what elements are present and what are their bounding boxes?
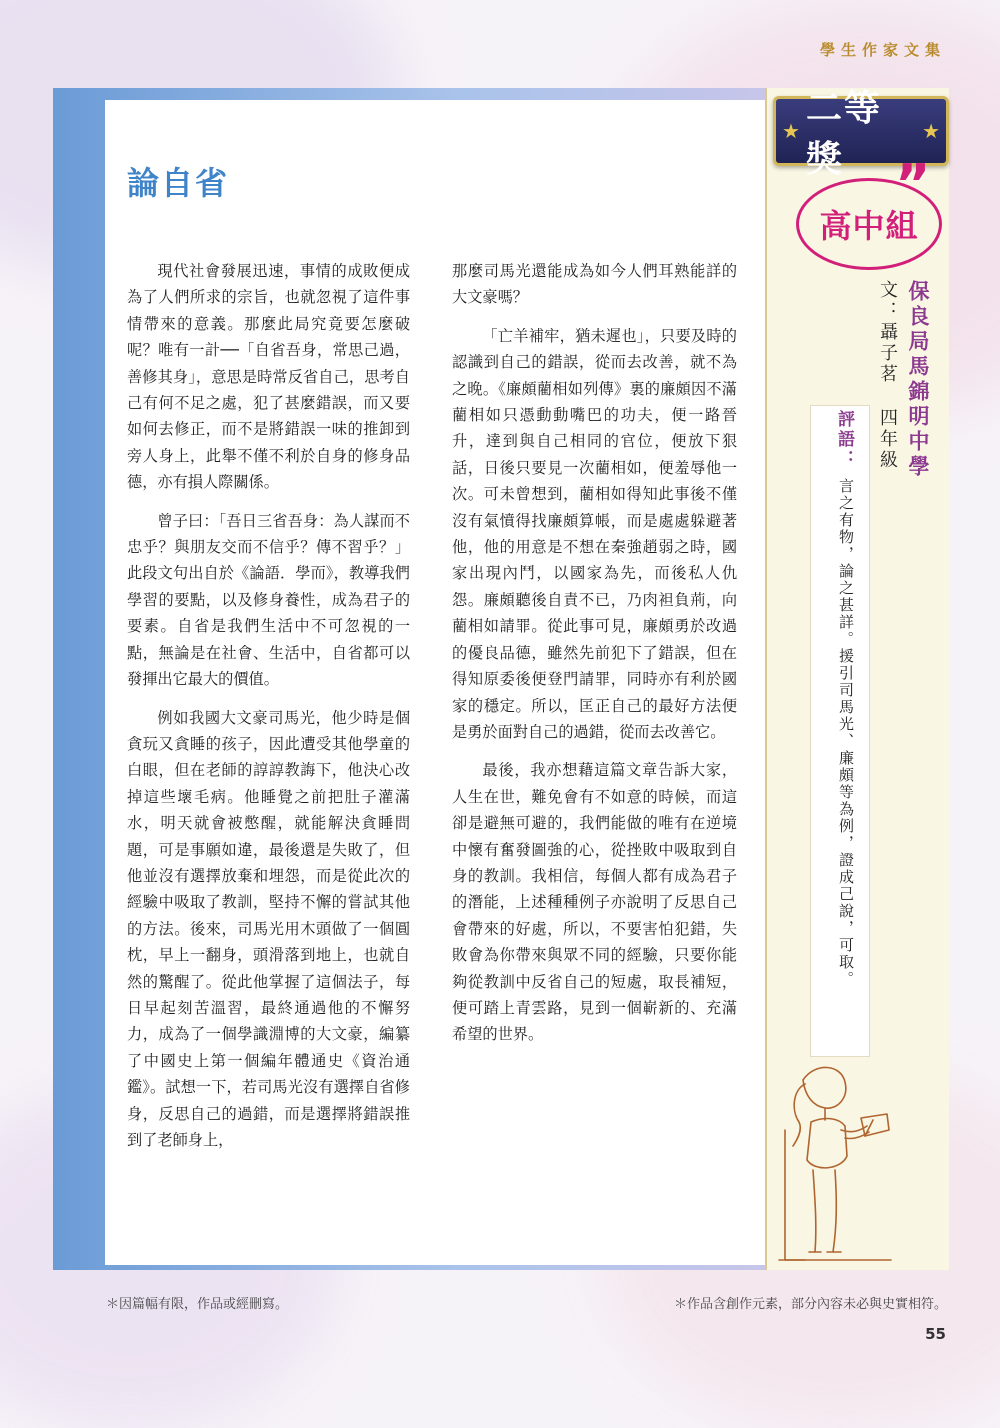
article-title: 論自省 <box>127 164 230 202</box>
series-title: 學生作家文集 <box>819 41 946 59</box>
paragraph: 現代社會發展迅速，事情的成敗便成為了人們所求的宗旨，也就忽視了這件事情帶來的意義。那麼此局究竟要怎麼破呢？唯有一計──「自省吾身，常思己過，善修其身」，意思是時常反省自己，思考自己有何不足之處，犯了甚麼錯誤，而又要如何去修正，而不是將錯誤一味的推卸到旁人身上，此舉不僅不利於自身的修身品德，亦有損人際關係。 <box>127 262 410 492</box>
paragraph: 「亡羊補牢，猶未遲也」，只要及時的認識到自己的錯誤，從而去改善，就不為之晚。《廉頗藺相如列傳》裏的廉頗因不滿藺相如只憑動動嘴巴的功夫，便一路晉升，達到與自己相同的官位，便放下狠話，日後只要見一次藺相如，便羞辱他一次。可未曾想到，藺相如得知此事後不僅沒有氣憤得找廉頗算帳，而是處處躲避著他，他的用意是不想在秦強趙弱之時，國家出現內鬥，以國家為先，而後私人仇怨。廉頗聽後自責不已，乃肉袒負荊，向藺相如請罪。從此事可見，廉頗勇於改過的優良品德，雖然先前犯下了錯誤，但在得知原委後便登門請罪，同時亦有利於國家的穩定。所以，匡正自己的最好方法便是勇於面對自己的過錯，從而去改善它。 <box>452 326 737 741</box>
article-column-2 <box>452 258 737 1060</box>
page-number: 55 <box>925 1325 946 1343</box>
paragraph: 曾子曰：「吾日三省吾身：為人謀而不忠乎？與朋友交而不信乎？傳不習乎？」此段文句出自於《論語．學而》，教導我們學習的要點，以及修身養性，成為君子的要素。自省是我們生活中不可忽視的一點，無論是在社會、生活中，自省都可以發揮出它最大的價值。 <box>127 511 410 689</box>
footnote-left: ＊因篇幅有限，作品或經刪寫。 <box>106 1297 289 1312</box>
comment-text: 言之有物，論之甚詳。援引司馬光、廉頗等為例，證成己說，可取。 <box>837 478 855 988</box>
group-label: 高中組 <box>819 207 919 245</box>
prize-label: 二等獎 <box>805 88 882 180</box>
grade-level: 四年級 <box>877 408 898 471</box>
school-name: 保良局馬錦明中學 <box>906 280 930 480</box>
star-icon: ★ <box>782 119 800 143</box>
author-name: 文：聶子茗 <box>877 280 898 385</box>
reading-girl-illustration <box>775 1060 895 1265</box>
quote-mark-icon: ” <box>895 153 931 216</box>
footnote-right: ＊作品含創作元素，部分內容未必與史實相符。 <box>673 1297 947 1312</box>
paragraph: 最後，我亦想藉這篇文章告訴大家，人生在世，難免會有不如意的時候，而這卻是避無可避的，我們能做的唯有在逆境中懷有奮發圖強的心，從挫敗中吸取到自身的教訓。我相信，每個人都有成為君子的潛能，上述種種例子亦說明了反思自己會帶來的好處，所以，不要害怕犯錯，失敗會為你帶來與眾不同的經驗，只要你能夠從教訓中反省自己的短處，取長補短，便可踏上青雲路，見到一個嶄新的、充滿希望的世界。 <box>452 761 737 1044</box>
comment-label: 評語： <box>834 410 854 470</box>
paragraph-continued: 那麼司馬光還能成為如今人們耳熟能詳的大文豪嗎？ <box>452 262 737 307</box>
paragraph: 例如我國大文豪司馬光，他少時是個貪玩又貪睡的孩子，因此遭受其他學童的白眼，但在老師的諄諄教誨下，他決心改掉這些壞毛病。他睡覺之前把肚子灌滿水，明天就會被憋醒，就能解決貪睡問題，可是事願如違，最後還是失敗了，但他並沒有選擇放棄和埋怨，而是從此次的經驗中吸取了教訓，堅持不懈的嘗試其他的方法。後來，司馬光用木頭做了一個圓枕，早上一翻身，頭滑落到地上，也就自然的驚醒了。從此他掌握了這個法子，每日早起刻苦溫習，最終通過他的不懈努力，成為了一個學識淵博的大文豪，編纂了中國史上第一個編年體通史《資治通鑑》。試想一下，若司馬光沒有選擇自省修身，反思自己的過錯，而是選擇將錯誤推到了老師身上， <box>127 708 410 1149</box>
article-column-1 <box>127 258 410 1165</box>
star-icon: ★ <box>922 119 940 143</box>
